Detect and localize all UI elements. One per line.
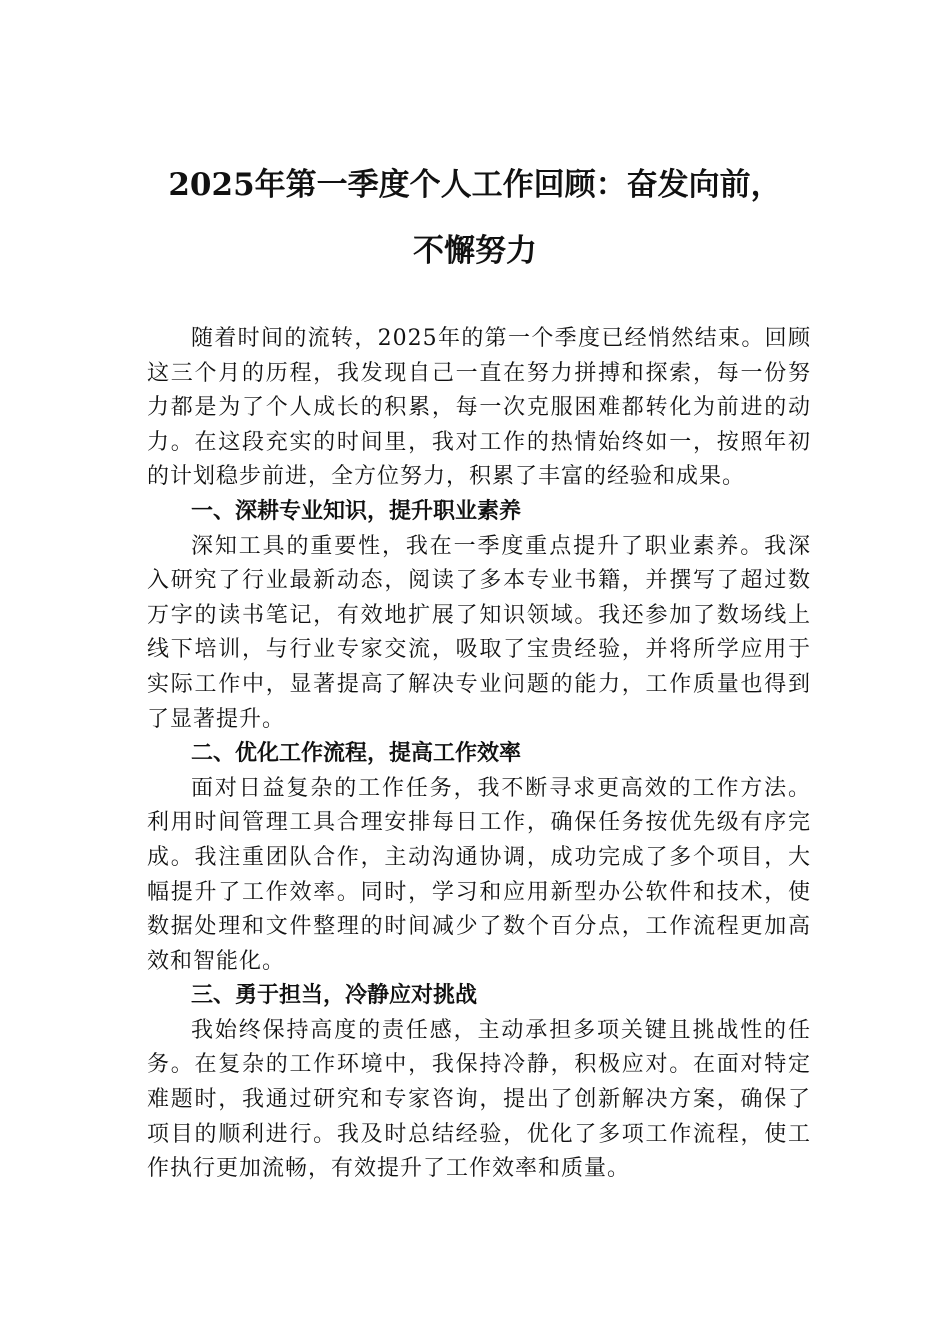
section-body-3: 我始终保持高度的责任感，主动承担多项关键且挑战性的任务。在复杂的工作环境中，我保持冷静，积极应对。在面对特定难题时，我通过研究和专家咨询，提出了创新解决方案，确保了项目的顺利进行。我及时总结经验，优化了多项工作流程，使工作执行更加流畅，有效提升了工作效率和质量。: [147, 1017, 811, 1182]
section-heading-2: 二、优化工作流程，提高工作效率: [191, 741, 522, 767]
section-body-2: 面对日益复杂的工作任务，我不断寻求更高效的工作方法。利用时间管理工具合理安排每日工作，确保任务按优先级有序完成。我注重团队合作，主动沟通协调，成功完成了多个项目，大幅提升了工作效率。同时，学习和应用新型办公软件和技术，使数据处理和文件整理的时间减少了数个百分点，工作流程更加高效和智能化。: [147, 775, 811, 974]
intro-paragraph: 随着时间的流转，2025年的第一个季度已经悄然结束。回顾这三个月的历程，我发现自己一直在努力拼搏和探索，每一份努力都是为了个人成长的积累，每一次克服困难都转化为前进的动力。在这段充实的时间里，我对工作的热情始终如一，按照年初的计划稳步前进，全方位努力，积累了丰富的经验和成果。: [147, 326, 811, 490]
section-heading-1: 一、深耕专业知识，提升职业素养: [191, 498, 522, 524]
document-body: [147, 322, 811, 1187]
section-heading-3: 三、勇于担当，冷静应对挑战: [191, 983, 478, 1009]
document-title-line-2: 不懈努力: [413, 233, 537, 269]
document-title-line-1: 2025年第一季度个人工作回顾：奋发向前，: [168, 167, 782, 203]
section-body-1: 深知工具的重要性，我在一季度重点提升了职业素养。我深入研究了行业最新动态，阅读了多本专业书籍，并撰写了超过数万字的读书笔记，有效地扩展了知识领域。我还参加了数场线上线下培训，与行业专家交流，吸取了宝贵经验，并将所学应用于实际工作中，显著提高了解决专业问题的能力，工作质量也得到了显著提升。: [147, 533, 811, 732]
